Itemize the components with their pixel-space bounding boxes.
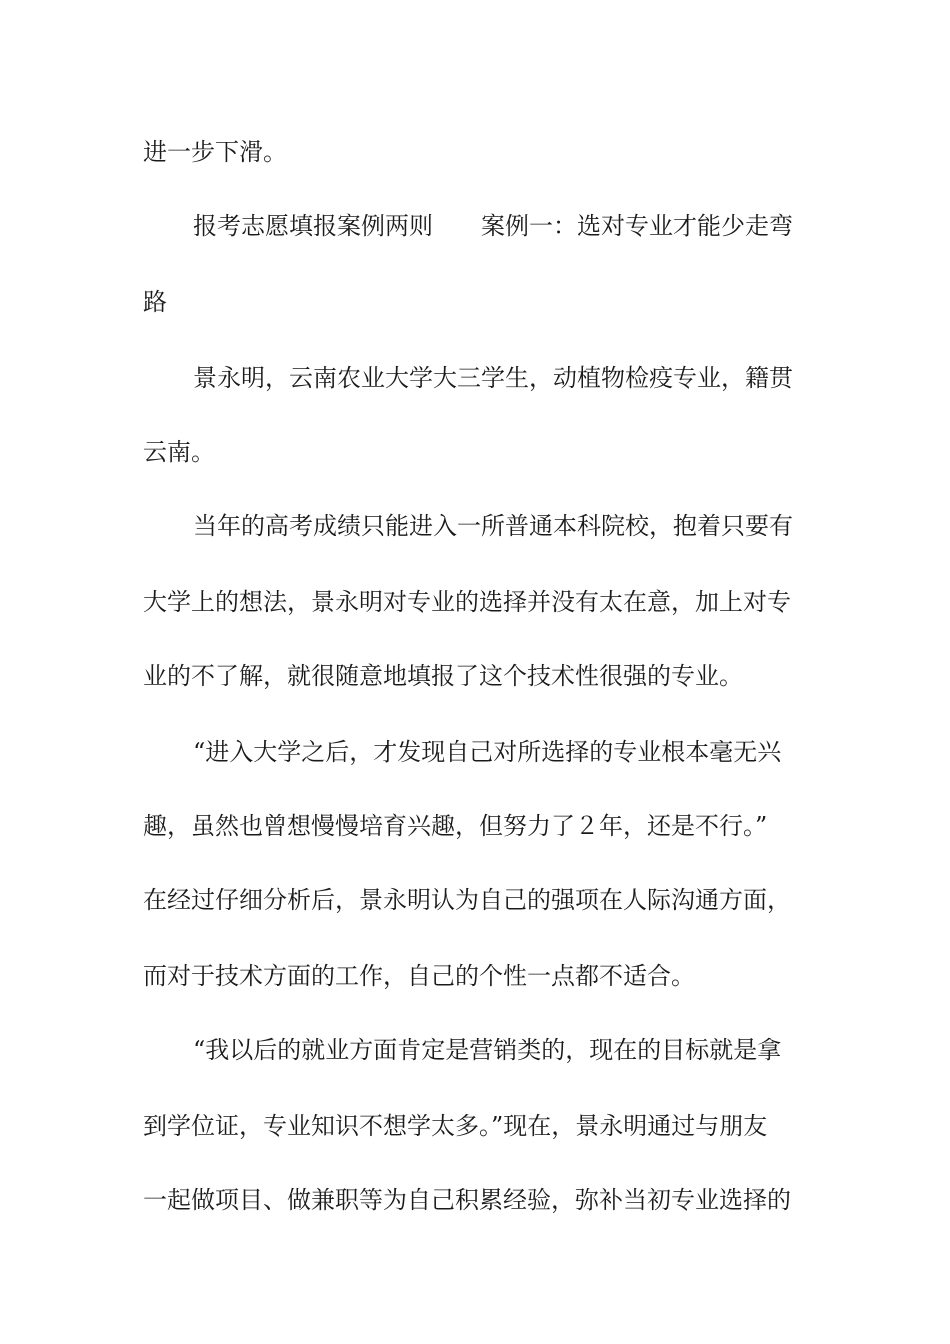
text-line: 在经过仔细分析后，景永明认为自己的强项在人际沟通方面， bbox=[143, 886, 791, 914]
text-line: 趣，虽然也曾想慢慢培育兴趣，但努力了２年，还是不行。” bbox=[143, 812, 768, 840]
text-line: 大学上的想法，景永明对专业的选择并没有太在意，加上对专 bbox=[143, 588, 791, 616]
text-line: 报考志愿填报案例两则 案例一：选对专业才能少走弯 bbox=[193, 212, 793, 240]
text-line: 云南。 bbox=[143, 438, 215, 466]
text-line: “进入大学之后，才发现自己对所选择的专业根本毫无兴 bbox=[193, 738, 782, 766]
text-line: 一起做项目、做兼职等为自己积累经验，弥补当初专业选择的 bbox=[143, 1186, 791, 1214]
text-line: 进一步下滑。 bbox=[143, 138, 287, 166]
text-line: “我以后的就业方面肯定是营销类的，现在的目标就是拿 bbox=[193, 1036, 782, 1064]
text-line: 路 bbox=[143, 288, 167, 316]
text-line: 当年的高考成绩只能进入一所普通本科院校，抱着只要有 bbox=[193, 512, 793, 540]
text-line: 到学位证，专业知识不想学太多。”现在，景永明通过与朋友 bbox=[143, 1112, 768, 1140]
text-line: 景永明，云南农业大学大三学生，动植物检疫专业，籍贯 bbox=[193, 364, 793, 392]
text-line: 业的不了解，就很随意地填报了这个技术性很强的专业。 bbox=[143, 662, 743, 690]
text-line: 而对于技术方面的工作，自己的个性一点都不适合。 bbox=[143, 962, 695, 990]
